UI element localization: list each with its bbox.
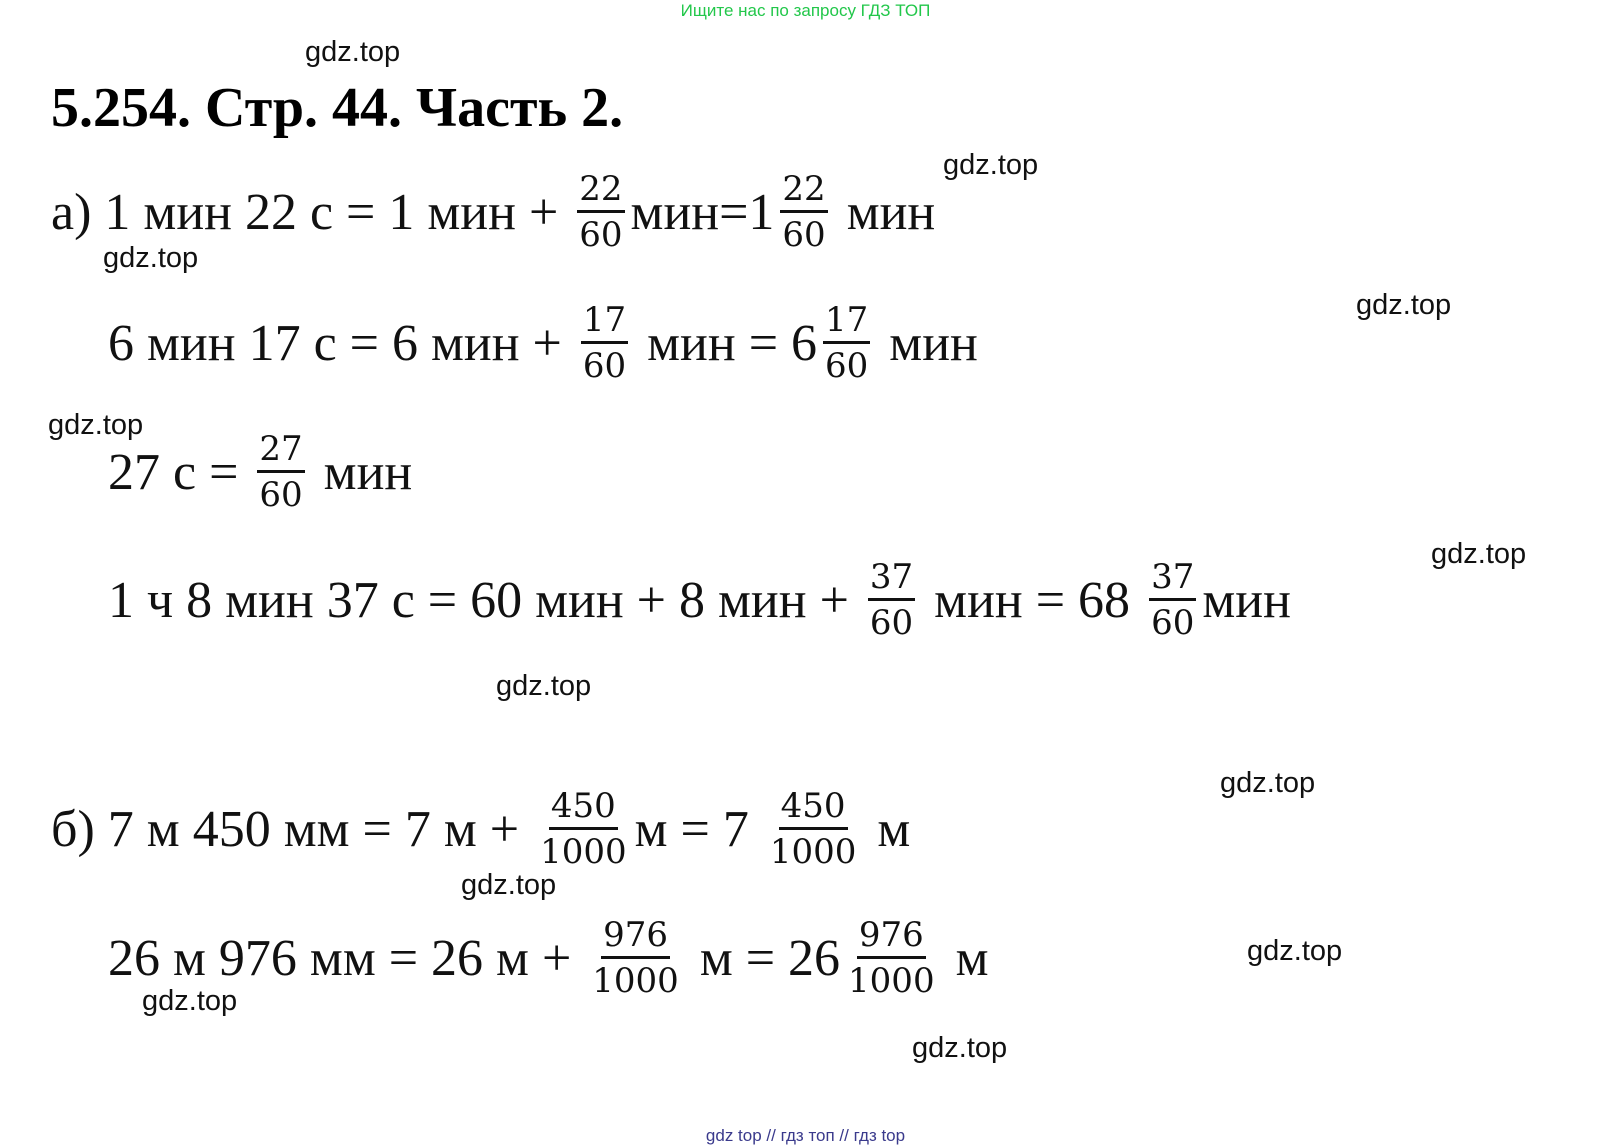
eq-b1-mid: м = 7 (634, 800, 762, 858)
watermark: gdz.top (1247, 935, 1343, 967)
equation-a1 (51, 169, 936, 255)
page-title: 5.254. Стр. 44. Часть 2. (51, 77, 624, 139)
eq-b2-mid: м = 26 (686, 929, 841, 987)
eq-b2-right: м (942, 929, 989, 987)
watermark: gdz.top (305, 36, 401, 68)
watermark: gdz.top (1220, 767, 1316, 799)
watermark: gdz.top (142, 985, 238, 1017)
denominator: 1000 (592, 961, 679, 1001)
watermark: gdz.top (461, 869, 557, 901)
denominator: 60 (1151, 603, 1195, 643)
eq-a3-right: мин (310, 443, 413, 501)
top-banner[interactable]: Ищите нас по запросу ГДЗ ТОП (680, 1, 931, 20)
eq-a4-right: мин (1202, 571, 1291, 629)
eq-a4-left: 1 ч 8 мин 37 с = 60 мин + 8 мин + (108, 571, 862, 629)
watermark: gdz.top (912, 1032, 1008, 1064)
equation-a3 (108, 429, 413, 515)
numerator: 27 (257, 432, 304, 473)
eq-a2-left: 6 мин 17 с = 6 мин + (108, 314, 575, 372)
numerator: 22 (577, 172, 624, 213)
denominator: 60 (825, 346, 869, 386)
fraction (1149, 557, 1196, 643)
eq-a3-left: 27 с = (108, 443, 252, 501)
watermark: gdz.top (496, 670, 592, 702)
fraction (868, 557, 915, 643)
part-a-label: а) (51, 183, 92, 241)
denominator: 1000 (769, 832, 857, 872)
fraction (577, 169, 624, 255)
denominator: 60 (582, 346, 627, 386)
watermark: gdz.top (48, 409, 144, 441)
numerator: 17 (581, 303, 628, 344)
fraction (846, 915, 937, 1001)
watermark: gdz.top (103, 242, 199, 274)
numerator: 37 (868, 560, 915, 601)
eq-a1-left: 1 мин 22 с = 1 мин + (104, 183, 572, 241)
numerator: 450 (549, 789, 618, 830)
denominator: 60 (869, 603, 914, 643)
eq-a2-right: мин (876, 314, 978, 372)
eq-a4-mid: мин = 68 (921, 571, 1144, 629)
numerator: 976 (601, 918, 670, 959)
numerator: 17 (823, 303, 870, 344)
eq-a1-mid: мин=1 (630, 183, 775, 241)
denominator: 60 (259, 475, 303, 515)
eq-b2-left: 26 м 976 мм = 26 м + (108, 929, 585, 987)
equation-a4 (108, 557, 1291, 643)
numerator: 37 (1149, 560, 1196, 601)
fraction (768, 786, 859, 872)
numerator: 450 (779, 789, 848, 830)
equation-b1 (51, 786, 911, 872)
part-b-label: б) (51, 800, 95, 858)
denominator: 1000 (848, 961, 935, 1001)
fraction (257, 429, 304, 515)
watermark: gdz.top (1356, 289, 1452, 321)
watermark: gdz.top (1431, 538, 1527, 570)
equation-a2 (108, 300, 978, 386)
watermark: gdz.top (943, 149, 1039, 181)
numerator: 22 (780, 172, 827, 213)
footer-links[interactable]: gdz top // гдз топ // гдз top (705, 1126, 906, 1145)
denominator: 60 (579, 215, 623, 255)
fraction (538, 786, 629, 872)
fraction (581, 300, 628, 386)
fraction (780, 169, 827, 255)
denominator: 1000 (540, 832, 627, 872)
numerator: 976 (857, 918, 926, 959)
eq-b1-right: м (864, 800, 911, 858)
denominator: 60 (782, 215, 826, 255)
fraction (823, 300, 870, 386)
eq-b1-left: 7 м 450 мм = 7 м + (107, 800, 533, 858)
eq-a2-mid: мин = 6 (634, 314, 818, 372)
fraction (590, 915, 681, 1001)
eq-a1-right: мин (833, 183, 936, 241)
